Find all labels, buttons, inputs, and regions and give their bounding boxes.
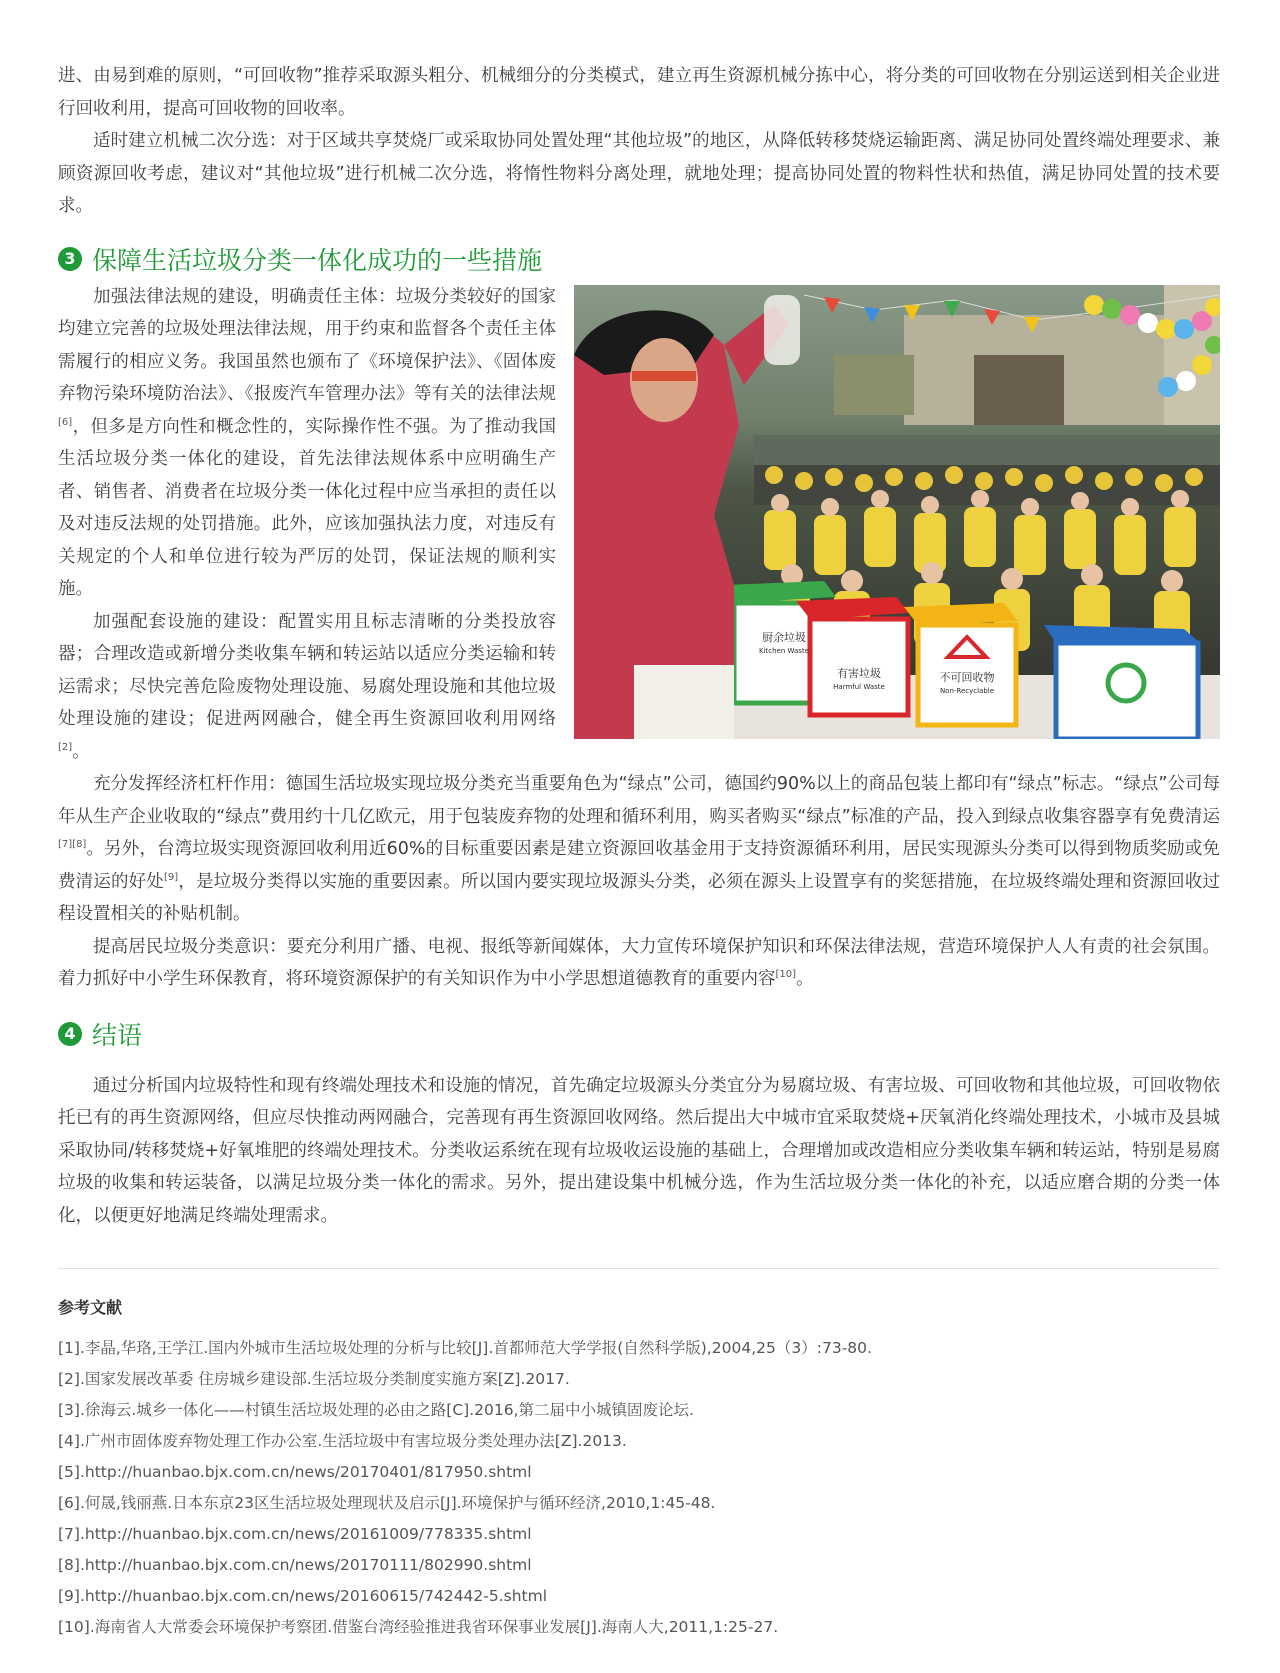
reference-item[interactable]: [8].http://huanbao.bjx.com.cn/news/20170111/802990.shtml [58,1556,532,1574]
bin1-en-label: Kitchen Waste [759,646,809,655]
bin3-en-label: Non-Recyclable [939,686,995,695]
reference-item: [6].何晟,钱丽燕.日本东京23区生活垃圾处理现状及启示[J].环境保护与循环经济,2010,1:45-48. [58,1494,716,1512]
reference-item: [1].李晶,华珞,王学江.国内外城市生活垃圾处理的分析与比较[J].首都师范大学学报(自然科学版),2004,25（3）:73-80. [58,1339,872,1357]
recyclable-bin [1044,625,1200,739]
section-3-paragraph-1: 加强法律法规的建设，明确责任主体：垃圾分类较好的国家均建立完善的垃圾处理法律法规，用于约束和监督各个责任主体需履行的相应义务。我国虽然也颁布了《环境保护法》、《固体废弃物污染环境防治法》、《报废汽车管理办法》等有关的法律法规[6]，但多是方向性和概念性的，实际操作性不强。为了推动我国生活垃圾分类一体化的建设，首先法律法规体系中应明确生产者、销售者、消费者在垃圾分类一体化过程中应当承担的责任以及对违反法规的处罚措施。此外，应该加强执法力度，对违反有关规定的个人和单位进行较为严厉的处罚，保证法规的顺利实施。 [58,286,556,599]
intro-paragraph-2: 适时建立机械二次分选：对于区域共享焚烧厂或采取协同处置处理“其他垃圾”的地区，从降低转移焚烧运输距离、满足协同处置终端处理要求、兼顾资源回收考虑，建议对“其他垃圾”进行机械二次分选，将惰性物料分离处理，就地处理；提高协同处置的物料性状和热值，满足协同处置的技术要求。 [58,131,1220,216]
article-page [58,60,1220,1643]
section-3-heading [58,237,1220,281]
reference-item: [4].广州市固体废弃物处理工作办公室.生活垃圾中有害垃圾分类处理办法[Z].2013. [58,1432,627,1450]
intro-paragraph-1: 进、由易到难的原则，“可回收物”推荐采取源头粗分、机械细分的分类模式，建立再生资源机械分拣中心，将分类的可回收物在分别运送到相关企业进行回收利用，提高可回收物的回收率。 [58,66,1220,119]
section-3-paragraph-3: 充分发挥经济杠杆作用：德国生活垃圾实现垃圾分类充当重要角色为“绿点”公司，德国约90%以上的商品包装上都印有“绿点”标志。“绿点”公司每年从生产企业收取的“绿点”费用约十几亿欧元，用于包装废弃物的处理和循环利用，购买者购买“绿点”标准的产品，投入到绿点收集容器享有免费清运[7][8]。另外，台湾垃圾实现资源回收利用近60%的目标重要因素是建立资源回收基金用于支持资源循环利用，居民实现源头分类可以得到物质奖励或免费清运的好处[9]，是垃圾分类得以实施的重要因素。所以国内要实现垃圾源头分类，必须在源头上设置享有的奖惩措施，在垃圾终端处理和资源回收过程设置相关的补贴机制。 [58,774,1220,924]
reference-item[interactable]: [9].http://huanbao.bjx.com.cn/news/20160615/742442-5.shtml [58,1587,548,1605]
bin1-cn-label: 厨余垃圾 [762,630,806,644]
reference-item[interactable]: [5].http://huanbao.bjx.com.cn/news/20170401/817950.shtml [58,1463,532,1481]
section-3-number: 3 [58,247,82,271]
bin2-en-label: Harmful Waste [833,682,885,691]
non-recyclable-bin [904,603,1018,725]
reference-item[interactable]: [7].http://huanbao.bjx.com.cn/news/20161009/778335.shtml [58,1525,532,1543]
section-4-heading [58,1012,1220,1056]
kindergarten-waste-sorting-photo [574,285,1220,739]
references-list [58,1333,1220,1643]
section-3-title: 保障生活垃圾分类一体化成功的一些措施 [92,245,543,275]
section-3-paragraph-2: 加强配套设施的建设：配置实用且标志清晰的分类投放容器；合理改造或新增分类收集车辆和转运站以适应分类运输和转运需求；尽快完善危险废物处理设施、易腐处理设施和其他垃圾处理设施的建设；促进两网融合，健全再生资源回收利用网络[2]。 [58,611,556,762]
reference-item: [2].国家发展改革委 住房城乡建设部.生活垃圾分类制度实施方案[Z].2017. [58,1370,570,1388]
section-4-number: 4 [58,1022,82,1046]
references-title: 参考文献 [58,1298,123,1317]
reference-item: [10].海南省人大常委会环境保护考察团.借鉴台湾经验推进我省环保事业发展[J].海南人大,2011,1:25-27. [58,1618,779,1636]
section-4-title: 结语 [92,1020,143,1050]
reference-item: [3].徐海云.城乡一体化——村镇生活垃圾处理的必由之路[C].2016,第二届中小城镇固废论坛. [58,1401,694,1419]
section-4-paragraph-1: 通过分析国内垃圾特性和现有终端处理技术和设施的情况，首先确定垃圾源头分类宜分为易腐垃圾、有害垃圾、可回收物和其他垃圾，可回收物依托已有的再生资源网络，但应尽快推动两网融合，完善现有再生资源回收网络。然后提出大中城市宜采取焚烧+厌氧消化终端处理技术，小城市及县城采取协同/转移焚烧+好氧堆肥的终端处理技术。分类收运系统在现有垃圾收运设施的基础上，合理增加或改造相应分类收集车辆和转运站，特别是易腐垃圾的收集和转运装备，以满足垃圾分类一体化的需求。另外，提出建设集中机械分选，作为生活垃圾分类一体化的补充，以适应磨合期的分类一体化，以便更好地满足终端处理需求。 [58,1075,1220,1226]
section-3-paragraph-4: 提高居民垃圾分类意识：要充分利用广播、电视、报纸等新闻媒体，大力宣传环境保护知识和环保法律法规，营造环境保护人人有责的社会氛围。着力抓好中小学生环保教育，将环境资源保护的有关知识作为中小学思想道德教育的重要内容[10]。 [58,936,1220,989]
references-divider [58,1268,1220,1269]
bin3-cn-label: 不可回收物 [939,670,995,684]
bin2-cn-label: 有害垃圾 [837,666,881,680]
